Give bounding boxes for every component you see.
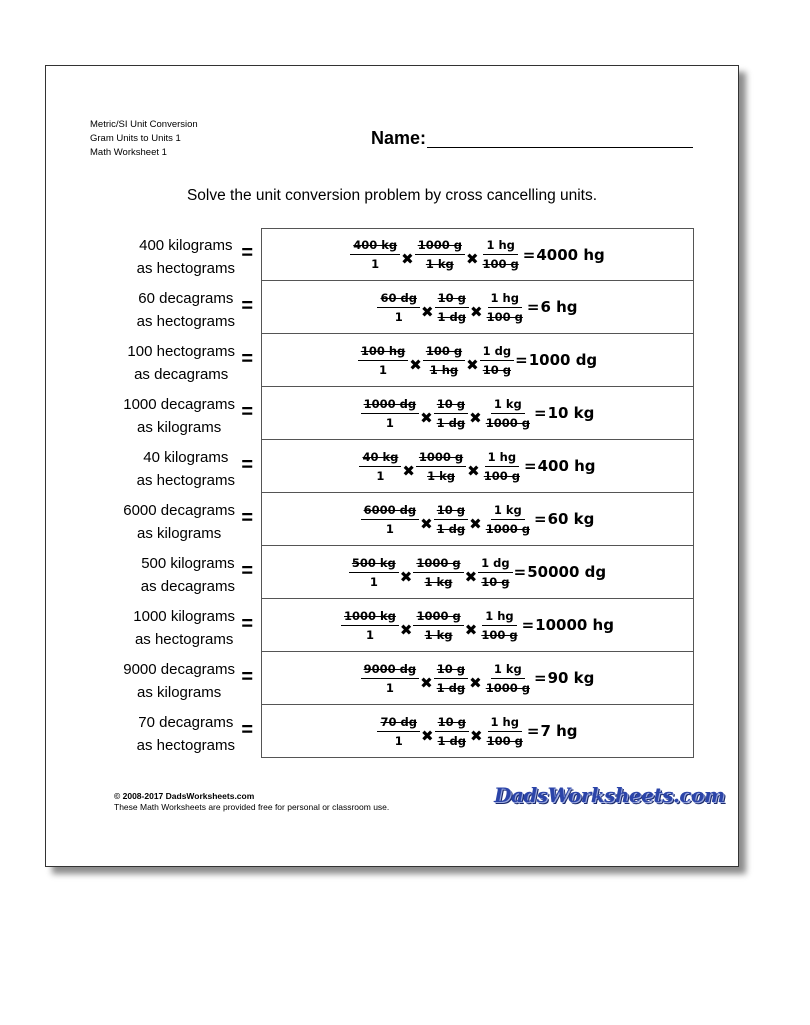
problem-row	[86, 281, 696, 334]
fraction	[349, 556, 399, 589]
fraction	[435, 291, 469, 324]
times-icon: ✖	[420, 302, 434, 321]
worksheet-meta	[90, 118, 198, 160]
fraction-denominator: 1	[394, 309, 403, 324]
question-line-1: 60 decagrams	[138, 290, 234, 307]
fraction-denominator: 1	[376, 468, 385, 483]
question-line-2: as kilograms	[137, 684, 222, 701]
fraction-numerator: 1 hg	[488, 291, 522, 308]
fraction-numerator: 10 g	[434, 662, 468, 679]
times-icon: ✖	[402, 461, 415, 480]
fraction	[361, 397, 419, 430]
fraction-denominator: 1 dg	[436, 415, 466, 430]
question-line-1: 6000 decagrams	[123, 502, 235, 519]
meta-line-2: Gram Units to Units 1	[90, 133, 181, 144]
problem-row	[86, 599, 696, 652]
fraction-numerator: 1 hg	[482, 609, 516, 626]
fraction-denominator: 1	[369, 574, 378, 589]
fraction-denominator: 1	[394, 733, 403, 748]
question-text	[123, 658, 235, 704]
fraction-denominator: 1	[371, 257, 380, 271]
question	[86, 387, 261, 440]
equals-sign: =	[526, 722, 540, 740]
times-icon: ✖	[467, 461, 480, 480]
dadsworksheets-logo[interactable]: DadsWorksheets.com	[494, 783, 725, 807]
times-icon: ✖	[399, 567, 413, 586]
question-line-2: as hectograms	[136, 737, 235, 754]
fraction	[413, 556, 463, 589]
fraction-denominator: 1 kg	[424, 627, 453, 642]
times-icon: ✖	[469, 408, 482, 427]
fraction	[358, 344, 408, 377]
equals-sign: =	[526, 298, 540, 316]
question	[86, 546, 261, 599]
question-line-2: as hectograms	[136, 260, 235, 277]
fraction-numerator: 1000 g	[416, 450, 466, 467]
meta-line-1: Metric/SI Unit Conversion	[90, 119, 198, 130]
times-icon: ✖	[420, 408, 433, 427]
fraction	[478, 609, 520, 642]
fraction	[416, 450, 466, 483]
question	[86, 652, 261, 705]
fraction-numerator: 10 g	[435, 291, 469, 308]
question-text	[137, 711, 235, 757]
question-line-2: as kilograms	[137, 419, 222, 436]
fraction	[434, 662, 468, 695]
answer-box	[261, 599, 694, 652]
question	[86, 440, 261, 493]
times-icon: ✖	[469, 514, 482, 533]
instructions: Solve the unit conversion problem by cross cancelling units.	[186, 187, 598, 204]
question-text	[137, 287, 235, 333]
times-icon: ✖	[465, 250, 479, 268]
problem-row	[86, 228, 696, 281]
fraction	[377, 715, 419, 748]
answer: 400 hg	[537, 457, 596, 475]
fraction-denominator: 1 kg	[425, 257, 454, 271]
question-equals: =	[241, 666, 253, 688]
fraction-denominator: 100 g	[482, 257, 519, 271]
answer: 6 hg	[540, 298, 578, 316]
question-line-2: as decagrams	[134, 366, 229, 383]
problem-row	[86, 546, 696, 599]
fraction-numerator: 40 kg	[359, 450, 401, 467]
fraction	[434, 503, 468, 536]
question-equals: =	[241, 242, 253, 264]
fraction	[413, 609, 463, 642]
fraction	[350, 238, 400, 271]
fraction-denominator: 100 g	[486, 733, 523, 748]
copyright: © 2008-2017 DadsWorksheets.com	[114, 791, 255, 801]
fraction-numerator: 1 kg	[491, 397, 525, 414]
fraction-numerator: 10 g	[434, 397, 468, 414]
question-line-2: as hectograms	[134, 631, 234, 648]
fraction-numerator: 1 kg	[491, 503, 525, 520]
times-icon: ✖	[464, 620, 478, 639]
fraction-denominator: 1 dg	[436, 680, 466, 695]
problem-row	[86, 652, 696, 705]
answer: 10 kg	[547, 404, 595, 422]
fraction	[478, 556, 512, 589]
question-line-1: 40 kilograms	[143, 449, 229, 466]
problem-row	[86, 705, 696, 758]
answer: 90 kg	[547, 669, 595, 687]
question-equals: =	[241, 401, 253, 423]
fraction	[377, 291, 419, 324]
fraction-denominator: 1 kg	[427, 468, 455, 483]
question-text	[127, 340, 235, 386]
times-icon: ✖	[409, 355, 422, 374]
question	[86, 281, 261, 334]
times-icon: ✖	[420, 673, 433, 692]
question-equals: =	[241, 348, 253, 370]
question	[86, 599, 261, 652]
times-icon: ✖	[420, 726, 434, 745]
fraction-numerator: 100 hg	[358, 344, 408, 361]
fraction	[481, 450, 523, 483]
fraction-numerator: 6000 dg	[361, 503, 419, 520]
problem-row	[86, 387, 696, 440]
question-line-1: 1000 decagrams	[123, 396, 235, 413]
fraction	[480, 238, 522, 271]
answer: 1000 dg	[528, 351, 598, 369]
fraction-numerator: 1 hg	[488, 715, 522, 732]
footer	[114, 791, 389, 813]
question-text	[123, 499, 235, 545]
answer-box	[261, 493, 694, 546]
fraction-denominator: 1	[379, 362, 388, 377]
fraction-numerator: 1 dg	[480, 344, 514, 361]
question-equals: =	[241, 454, 253, 476]
fraction-denominator: 1	[385, 680, 394, 695]
answer: 7 hg	[540, 722, 578, 740]
question	[86, 228, 261, 281]
question-equals: =	[241, 560, 253, 582]
fraction-numerator: 1000 kg	[341, 609, 399, 626]
fraction	[361, 503, 419, 536]
problem-list	[86, 228, 696, 758]
fraction-denominator: 1 dg	[437, 309, 467, 324]
question-line-1: 70 decagrams	[138, 714, 234, 731]
question	[86, 334, 261, 387]
fraction-denominator: 10 g	[481, 574, 510, 589]
answer: 10000 hg	[535, 616, 614, 634]
question	[86, 493, 261, 546]
problem-row	[86, 493, 696, 546]
fraction	[341, 609, 399, 642]
question-text	[123, 393, 235, 439]
question-line-2: as hectograms	[136, 313, 235, 330]
fraction-numerator: 1000 g	[413, 556, 463, 573]
answer-box	[261, 334, 694, 387]
fraction-numerator: 400 kg	[350, 238, 400, 255]
fraction-numerator: 1 hg	[483, 238, 517, 255]
equals-sign: =	[515, 351, 528, 369]
times-icon: ✖	[464, 567, 478, 586]
times-icon: ✖	[420, 514, 433, 533]
fraction-denominator: 100 g	[483, 468, 520, 483]
question-text	[141, 552, 235, 598]
problem-row	[86, 440, 696, 493]
times-icon: ✖	[399, 620, 413, 639]
question-equals: =	[241, 295, 253, 317]
question-line-2: as hectograms	[136, 472, 235, 489]
fraction	[435, 715, 469, 748]
answer-box	[261, 387, 694, 440]
answer-box	[261, 440, 694, 493]
fraction-denominator: 10 g	[482, 362, 512, 377]
equals-sign: =	[533, 404, 547, 422]
fraction	[434, 397, 468, 430]
question-text	[133, 605, 235, 651]
question-line-1: 100 hectograms	[127, 343, 235, 360]
question-line-2: as decagrams	[140, 578, 235, 595]
fraction-numerator: 1 hg	[485, 450, 519, 467]
answer-box	[261, 228, 694, 281]
problem-row	[86, 334, 696, 387]
fraction-denominator: 1000 g	[485, 521, 530, 536]
fraction	[483, 662, 533, 695]
question-line-1: 400 kilograms	[139, 237, 233, 254]
question-line-1: 9000 decagrams	[123, 661, 235, 678]
answer: 50000 dg	[527, 563, 607, 581]
times-icon: ✖	[466, 355, 479, 374]
equals-sign: =	[533, 510, 547, 528]
fraction-numerator: 10 g	[434, 503, 468, 520]
fraction	[415, 238, 465, 271]
fraction-denominator: 1 dg	[436, 521, 466, 536]
fraction-numerator: 1000 g	[415, 238, 465, 255]
equals-sign: =	[524, 457, 537, 475]
equals-sign: =	[533, 669, 547, 687]
question-text	[137, 234, 235, 280]
fraction-denominator: 100 g	[486, 309, 523, 324]
fraction-denominator: 100 g	[481, 627, 518, 642]
answer: 4000 hg	[536, 245, 605, 264]
fraction-numerator: 100 g	[423, 344, 465, 361]
usage-note: These Math Worksheets are provided free for personal or classroom use.	[114, 802, 390, 812]
fraction-numerator: 500 kg	[349, 556, 399, 573]
times-icon: ✖	[469, 673, 482, 692]
fraction-numerator: 1 dg	[478, 556, 512, 573]
fraction-denominator: 1000 g	[485, 680, 530, 695]
fraction-denominator: 1000 g	[485, 415, 530, 430]
times-icon: ✖	[470, 302, 483, 321]
fraction	[484, 291, 526, 324]
question	[86, 705, 261, 758]
fraction	[480, 344, 514, 377]
fraction-numerator: 60 dg	[377, 291, 419, 308]
question-line-2: as kilograms	[137, 525, 222, 542]
fraction-denominator: 1	[365, 627, 374, 642]
fraction	[423, 344, 465, 377]
fraction-denominator: 1 kg	[424, 574, 453, 589]
fraction-numerator: 1000 g	[413, 609, 463, 626]
times-icon: ✖	[470, 726, 483, 745]
equals-sign: =	[522, 245, 536, 264]
name-line[interactable]	[427, 147, 693, 148]
fraction-numerator: 9000 dg	[361, 662, 419, 679]
question-line-1: 500 kilograms	[141, 555, 235, 572]
equals-sign: =	[521, 616, 535, 634]
question-line-1: 1000 kilograms	[133, 608, 235, 625]
fraction	[483, 503, 533, 536]
fraction-denominator: 1 dg	[437, 733, 467, 748]
meta-line-3: Math Worksheet 1	[90, 147, 167, 158]
name-label: Name:	[371, 128, 427, 148]
equals-sign: =	[513, 563, 527, 581]
fraction	[483, 397, 533, 430]
answer-box	[261, 546, 694, 599]
worksheet-page	[45, 65, 739, 867]
times-icon: ✖	[401, 250, 414, 268]
answer-box	[261, 705, 694, 758]
question-equals: =	[241, 613, 253, 635]
fraction-denominator: 1	[385, 521, 394, 536]
answer-box	[261, 652, 694, 705]
fraction-denominator: 1 hg	[429, 362, 459, 377]
question-equals: =	[241, 719, 253, 741]
question-equals: =	[241, 507, 253, 529]
question-text	[137, 446, 235, 492]
fraction	[359, 450, 401, 483]
fraction	[361, 662, 419, 695]
answer-box	[261, 281, 694, 334]
fraction-numerator: 70 dg	[377, 715, 419, 732]
fraction-numerator: 10 g	[435, 715, 469, 732]
fraction-numerator: 1000 dg	[361, 397, 419, 414]
fraction-denominator: 1	[385, 415, 394, 430]
fraction	[484, 715, 526, 748]
fraction-numerator: 1 kg	[491, 662, 525, 679]
answer: 60 kg	[547, 510, 595, 528]
